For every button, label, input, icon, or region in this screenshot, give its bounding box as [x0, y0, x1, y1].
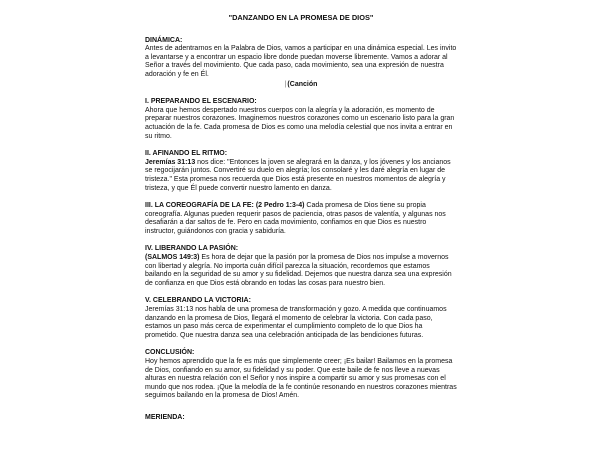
section-heading-1: I. PREPARANDO EL ESCENARIO: — [145, 98, 257, 106]
section-heading-4: IV. LIBERANDO LA PASIÓN: — [145, 245, 239, 253]
section-text-conclusion: Hoy hemos aprendido que la fe es más que simplemente creer; ¡Es bailar! Bailamos en la promesa de Dios, confiando en su amor, su fidelidad y su poder. Que este baile de fe nos lleve a nuevas alturas en nuestra relación con el Señor y nos inspire a compartir su amor y sus promesas con el mundo que nos rodea. ¡Que la melodía de la fe continúe resonando en nuestros corazones mientras seguimos bailando en la promesa de Dios! Amén. — [145, 358, 457, 400]
section-text-5: Jeremías 31:13 nos habla de una promesa de transformación y gozo. A medida que continuamos danzando en la promesa de Dios, llegará el momento de celebrar la victoria. Con cada paso, estamos un paso más cerca de experimentar el cumplimiento completo de lo que Dios ha prometido. Que nuestra danza sea una celebración anticipada de las bendiciones futuras. — [145, 306, 447, 339]
section-body-2 — [145, 159, 457, 193]
section-text-dinamica: Antes de adentrarnos en la Palabra de Dios, vamos a participar en una dinámica especial. Les invito a levantarse y a encontrar un espacio libre donde puedan moverse libremente. Vamos a adorar al Señor a través del movimiento. Que cada paso, cada movimiento, sea una expresión de nuestra adoración y fe en Él. — [145, 45, 457, 78]
section-heading-5: V. CELEBRANDO LA VICTORIA: — [145, 297, 251, 305]
section-heading-merienda: MERIENDA: — [145, 413, 185, 421]
cancion-label: |(Canción — [284, 80, 318, 88]
section-heading-2: II. AFINANDO EL RITMO: — [145, 150, 228, 158]
section-heading-conclusion: CONCLUSIÓN: — [145, 349, 195, 357]
scripture-ref-4: (SALMOS 149:3) — [145, 254, 200, 262]
section-dinamica — [145, 37, 457, 90]
cursor-bar: | — [284, 80, 287, 88]
section-1 — [145, 98, 457, 141]
section-2 — [145, 150, 457, 193]
section-text-2: nos dice: "Entonces la joven se alegrará en la danza, y los jóvenes y los ancianos se regocijarán juntos. Convertiré su duelo en alegría; los consolaré y les daré alegría en lugar de tristeza." Esta promesa nos recuerda que Dios está presente en nuestros momentos de alegría y tristeza, y que Él puede convertir nuestro lamento en danza. — [145, 158, 451, 192]
section-body-4 — [145, 254, 457, 288]
section-4 — [145, 245, 457, 288]
scripture-ref-2: Jeremías 31:13 — [145, 158, 196, 166]
section-heading-dinamica: DINÁMICA: — [145, 36, 183, 44]
section-5 — [145, 297, 457, 340]
section-heading-3: III. LA COREOGRAFÍA DE LA FE: (2 Pedro 1:3-4) — [145, 202, 305, 210]
cancion-text: Canción — [289, 80, 318, 88]
section-conclusion — [145, 349, 457, 401]
section-merienda — [145, 414, 457, 423]
section-text-3: Cada promesa de Dios tiene su propia coreografía. Algunas pueden requerir pasos de paciencia, otras pasos de valentía, y algunas nos desafiarán a dar saltos de fe. Pero en cada movimiento, confiamos en que Dios es nuestro instructor, guiándonos con gracia y sabiduría. — [145, 202, 446, 235]
document-title: "DANZANDO EN LA PROMESA DE DIOS" — [228, 13, 374, 22]
section-body-3 — [145, 202, 457, 236]
section-text-4: Es hora de dejar que la pasión por la promesa de Dios nos impulse a movernos con libertad y alegría. No importa cuán difícil parezca la situación, recordemos que estamos bailando en la seguridad de su amor y su fidelidad. Dejemos que nuestra danza sea una expresión de confianza en que Dios está obrando en todas las cosas para nuestro bien. — [145, 254, 452, 287]
section-text-1: Ahora que hemos despertado nuestros cuerpos con la alegría y la adoración, es momento de preparar nuestros corazones. Imaginemos nuestros corazones como un escenario listo para la gran actuación de la fe. Cada promesa de Dios es como una melodía celestial que nos invita a entrar en su ritmo. — [145, 106, 455, 140]
document-page — [145, 14, 457, 432]
section-3 — [145, 202, 457, 236]
